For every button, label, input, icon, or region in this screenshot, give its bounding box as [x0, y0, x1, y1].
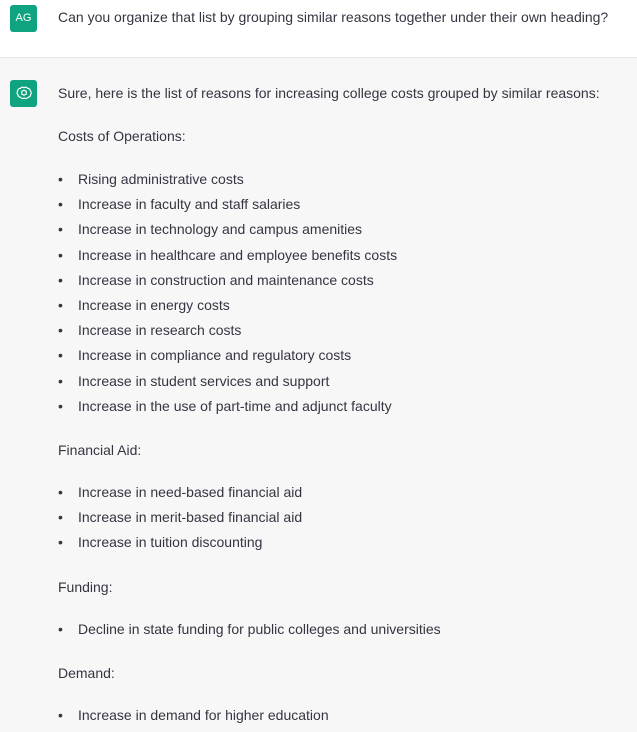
list-item-text: Increase in healthcare and employee benefits costs — [78, 247, 398, 263]
list-item-text: Increase in tuition discounting — [78, 534, 263, 550]
group-heading: Funding: — [58, 579, 113, 595]
assistant-intro: Sure, here is the list of reasons for increasing college costs grouped by similar reasons: — [58, 85, 600, 101]
bullet-icon: • — [58, 196, 63, 212]
bullet-icon: • — [58, 534, 63, 550]
bullet-icon: • — [58, 373, 63, 389]
bullet-icon: • — [58, 322, 63, 338]
list-item-text: Increase in merit-based financial aid — [78, 509, 303, 525]
list-item — [58, 321, 241, 339]
list-item — [58, 195, 300, 213]
list-item — [58, 706, 329, 724]
list-item — [58, 296, 230, 314]
bullet-icon: • — [58, 509, 63, 525]
list-item-text: Increase in compliance and regulatory costs — [78, 347, 352, 363]
assistant-message — [0, 58, 637, 732]
list-item — [58, 397, 392, 415]
user-avatar: AG — [10, 5, 37, 32]
list-item-text: Increase in demand for higher education — [78, 707, 329, 723]
bullet-icon: • — [58, 297, 63, 313]
bullet-icon: • — [58, 221, 63, 237]
list-item-text: Rising administrative costs — [78, 171, 244, 187]
list-item — [58, 508, 302, 526]
assistant-avatar — [10, 80, 37, 107]
list-item-text: Increase in student services and support — [78, 373, 330, 389]
user-message — [0, 0, 637, 58]
list-item — [58, 271, 374, 289]
list-item — [58, 620, 441, 638]
bullet-icon: • — [58, 171, 63, 187]
group-heading: Financial Aid: — [58, 442, 142, 458]
list-item — [58, 220, 362, 238]
list-item — [58, 346, 351, 364]
list-item — [58, 372, 329, 390]
bullet-icon: • — [58, 484, 63, 500]
bullet-icon: • — [58, 347, 63, 363]
list-item-text: Increase in technology and campus amenities — [78, 221, 363, 237]
list-item — [58, 483, 302, 501]
list-item-text: Increase in the use of part-time and adjunct faculty — [78, 398, 392, 414]
list-item-text: Increase in energy costs — [78, 297, 230, 313]
group-heading: Costs of Operations: — [58, 128, 186, 144]
chatgpt-logo-icon — [15, 85, 33, 103]
list-item — [58, 170, 244, 188]
list-item-text: Increase in faculty and staff salaries — [78, 196, 301, 212]
group-heading: Demand: — [58, 665, 115, 681]
user-message-text: Can you organize that list by grouping similar reasons together under their own heading? — [58, 9, 609, 25]
bullet-icon: • — [58, 247, 63, 263]
bullet-icon: • — [58, 272, 63, 288]
list-item-text: Increase in need-based financial aid — [78, 484, 303, 500]
list-item-text: Decline in state funding for public colleges and universities — [78, 621, 441, 637]
bullet-icon: • — [58, 707, 63, 723]
bullet-icon: • — [58, 621, 63, 637]
list-item — [58, 246, 397, 264]
list-item-text: Increase in construction and maintenance costs — [78, 272, 374, 288]
list-item-text: Increase in research costs — [78, 322, 242, 338]
bullet-icon: • — [58, 398, 63, 414]
list-item — [58, 533, 262, 551]
